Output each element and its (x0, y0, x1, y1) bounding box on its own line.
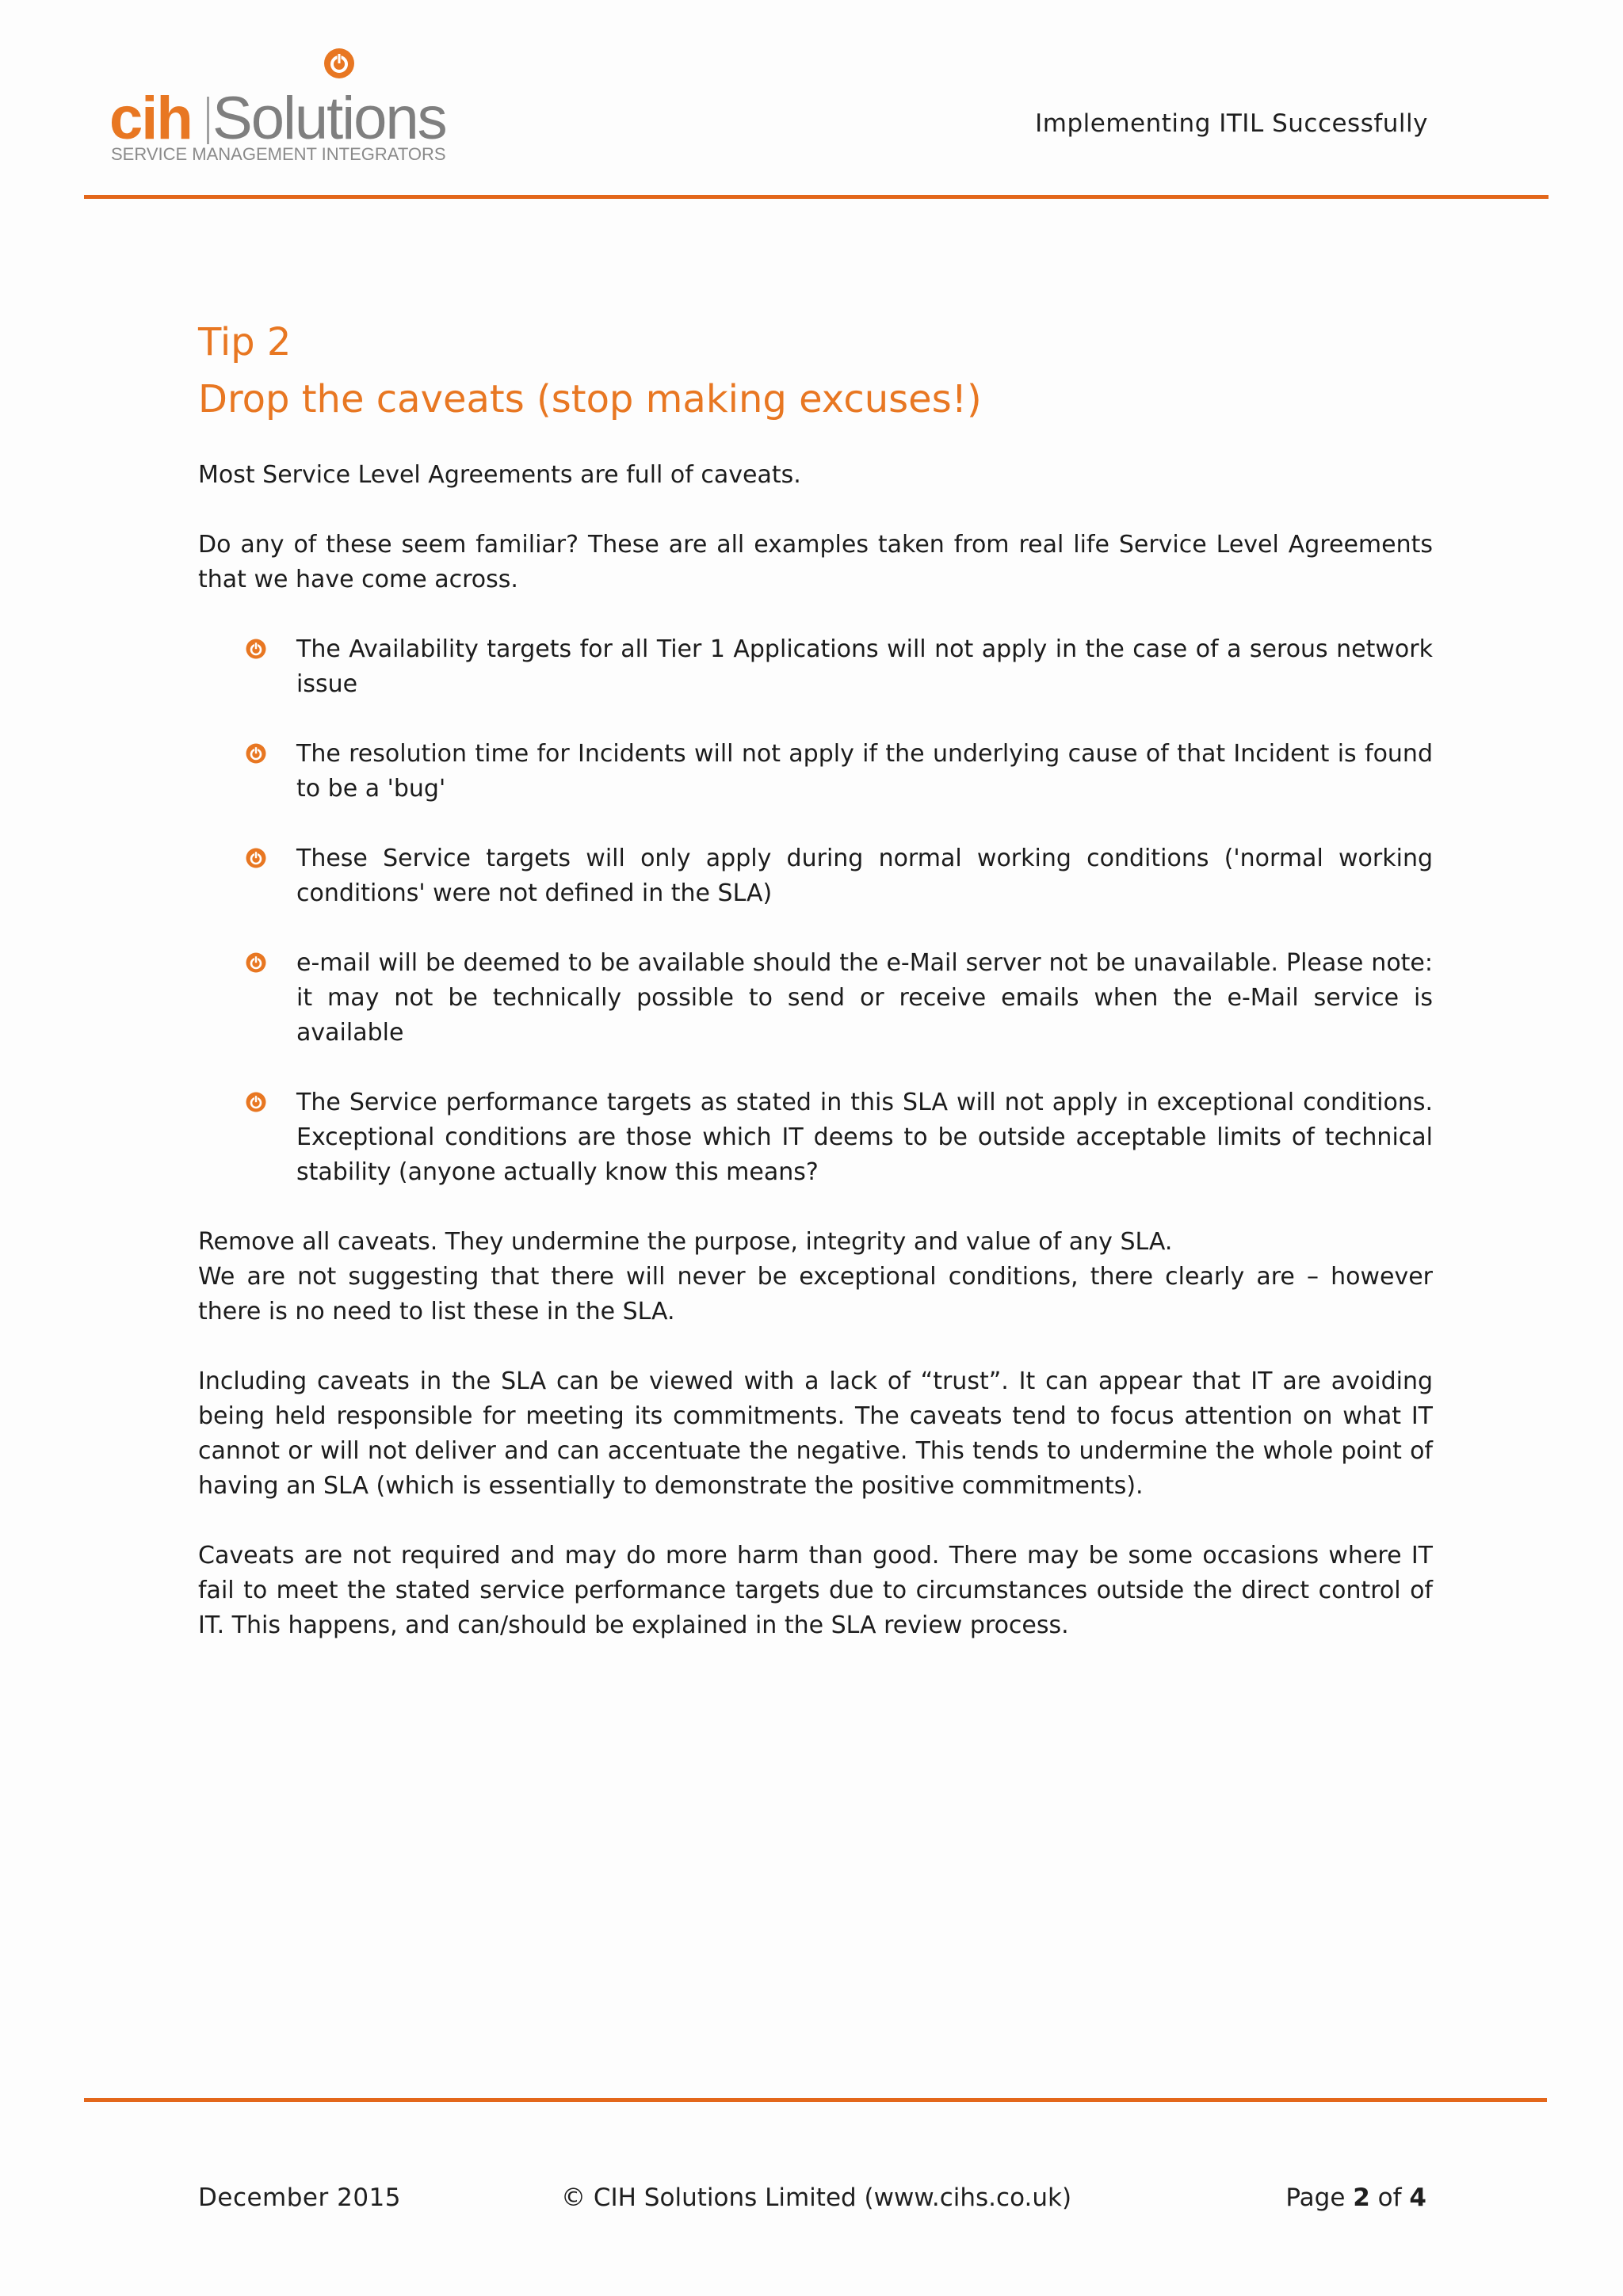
caveat-text: These Service targets will only apply during normal working conditions ('normal working conditions' were not defined in the SLA) (296, 845, 1433, 907)
bullet-icon (246, 952, 266, 973)
logo-divider (207, 97, 209, 144)
list-item (296, 841, 1433, 911)
list-item (296, 946, 1433, 1051)
power-logo-icon (323, 48, 355, 79)
logo-brand: cih (109, 85, 192, 152)
tip-title: Drop the caveats (stop making excuses!) (198, 377, 982, 421)
list-item (296, 632, 1433, 702)
caveat-text: The resolution time for Incidents will not apply if the underlying cause of that Incident is found to be a 'bug' (296, 740, 1433, 803)
bullet-icon (246, 639, 266, 659)
logo-tagline: SERVICE MANAGEMENT INTEGRATORS (111, 144, 446, 164)
footer-copyright: © CIH Solutions Limited (www.cihs.co.uk) (561, 2183, 1072, 2212)
caveat-text: The Availability targets for all Tier 1 Applications will not apply in the case of a serous network issue (296, 635, 1433, 698)
page-of: of (1369, 2183, 1410, 2212)
logo-name: Solutions (212, 85, 446, 152)
caveat-text: The Service performance targets as stated in this SLA will not apply in exceptional conditions. Exceptional conditions are those which IT deems to be outside acceptable limits of technical stability (anyone actually know this means? (296, 1089, 1433, 1186)
list-item (296, 1085, 1433, 1190)
lead-paragraph: Do any of these seem familiar? These are all examples taken from real life Service Level Agreements that we have come across. (198, 531, 1433, 593)
page-current: 2 (1353, 2183, 1370, 2212)
document-title: Implementing ITIL Successfully (1035, 109, 1428, 138)
tip-label: Tip 2 (198, 320, 292, 364)
exceptions-paragraph: We are not suggesting that there will never be exceptional conditions, there clearly are – however there is no need to list these in the SLA. (198, 1263, 1433, 1325)
bullet-icon (246, 848, 266, 868)
bullet-icon (246, 743, 266, 764)
footer-date: December 2015 (198, 2183, 401, 2212)
page-prefix: Page (1285, 2183, 1354, 2212)
company-logo (109, 48, 458, 166)
harm-paragraph: Caveats are not required and may do more harm than good. There may be some occasions where IT fail to meet the stated service performance targets due to circumstances outside the direct control of IT. This happens, and can/should be explained in the SLA review process. (198, 1542, 1433, 1639)
remove-caveats-paragraph: Remove all caveats. They undermine the purpose, integrity and value of any SLA. (198, 1228, 1173, 1256)
trust-paragraph: Including caveats in the SLA can be viewed with a lack of “trust”. It can appear that IT are avoiding being held responsible for meeting its commitments. The caveats tend to focus attention on what IT cannot or will not deliver and can accentuate the negative. This tends to undermine the whole point of having an SLA (which is essentially to demonstrate the positive commitments). (198, 1367, 1433, 1500)
tip-section (198, 314, 1433, 1643)
page-total: 4 (1409, 2183, 1426, 2212)
intro-paragraph: Most Service Level Agreements are full of caveats. (198, 461, 801, 489)
header-divider (84, 195, 1549, 199)
caveat-text: e-mail will be deemed to be available should the e-Mail server not be unavailable. Please note: it may not be technically possible to send or receive emails when the e-Mail service is available (296, 949, 1433, 1047)
list-item (296, 737, 1433, 807)
caveat-list (198, 632, 1433, 1190)
bullet-icon (246, 1092, 266, 1112)
footer-divider (84, 2098, 1547, 2102)
page-number (1285, 2183, 1426, 2212)
